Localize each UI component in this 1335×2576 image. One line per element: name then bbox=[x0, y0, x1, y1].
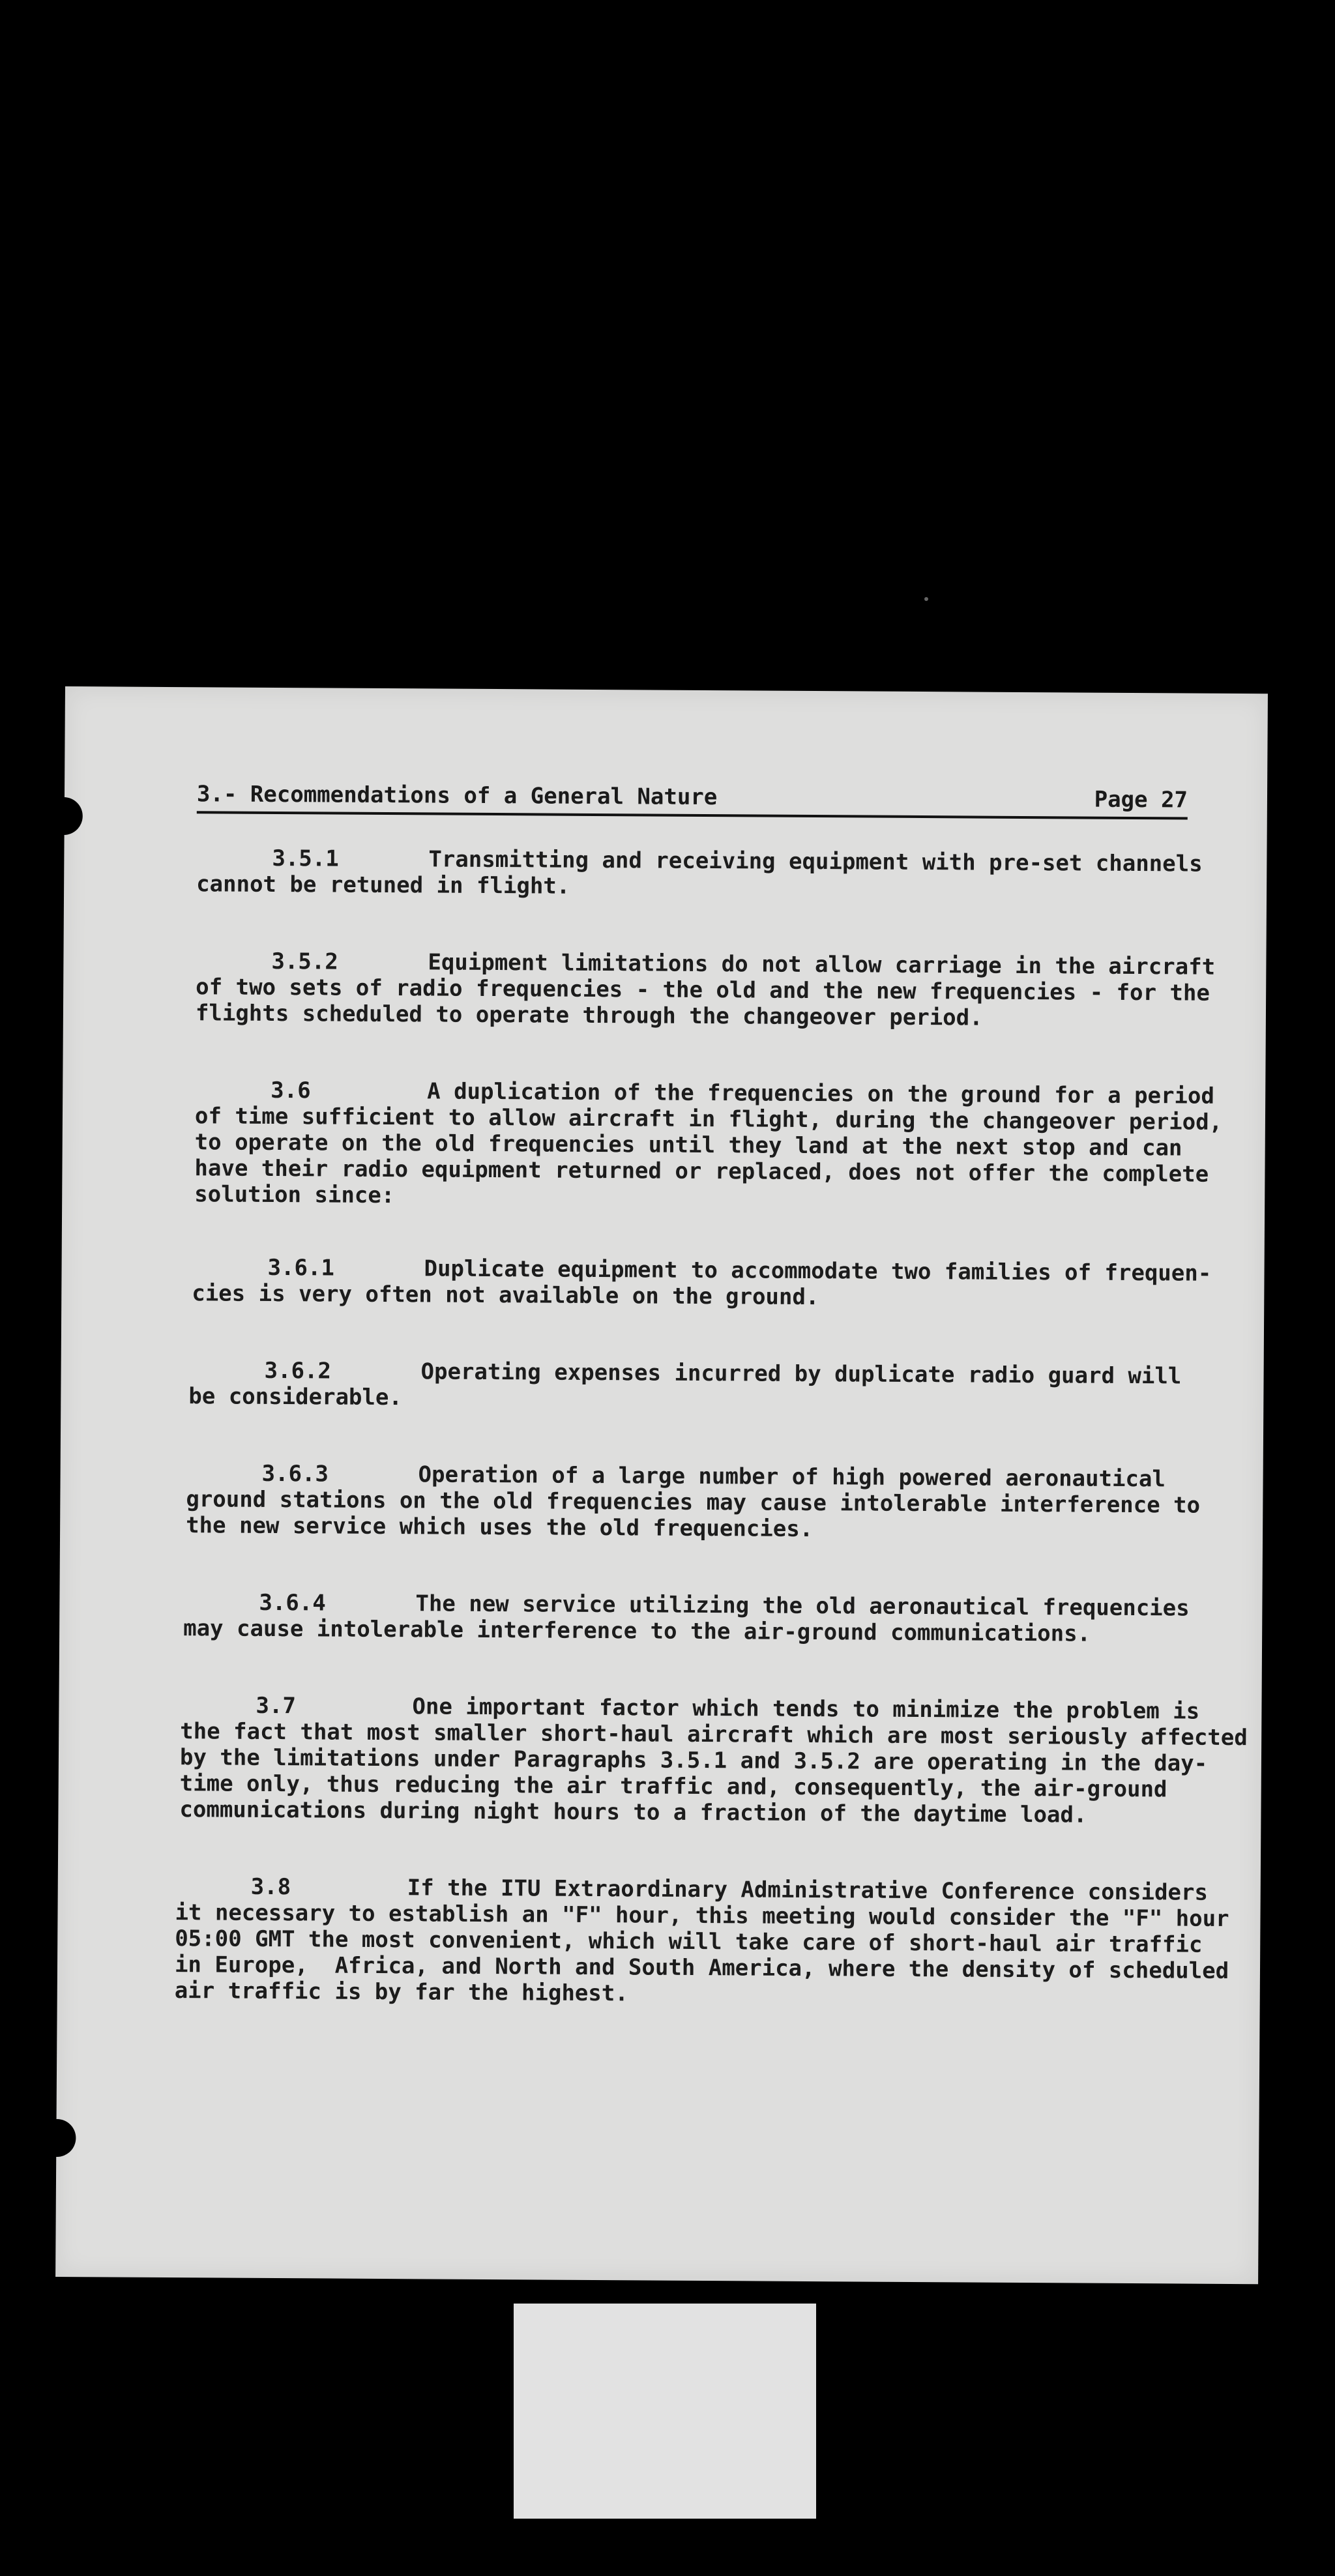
section-3-6-2 bbox=[188, 1357, 1218, 1416]
section-3-8 bbox=[174, 1873, 1229, 2010]
section-number: 3.8 bbox=[250, 1873, 291, 1901]
section-number: 3.7 bbox=[256, 1692, 296, 1720]
section-text-line: the new service which uses the old frequencies. bbox=[186, 1512, 814, 1543]
section-3-6-4 bbox=[183, 1589, 1213, 1648]
section-3-5-1 bbox=[196, 845, 1226, 903]
section-text-line: time only, thus reducing the air traffic and, consequently, the air-ground bbox=[179, 1770, 1167, 1803]
section-text-line: solution since: bbox=[194, 1181, 395, 1209]
section-3-6-1 bbox=[192, 1254, 1222, 1313]
section-text-line: it necessary to establish an "F" hour, this meeting would consider the "F" hour bbox=[175, 1899, 1229, 1932]
section-text-line: by the limitations under Paragraphs 3.5.1 and 3.5.2 are operating in the day- bbox=[179, 1744, 1208, 1777]
section-text-line: Equipment limitations do not allow carriage in the aircraft bbox=[428, 949, 1216, 980]
section-number: 3.6 bbox=[271, 1077, 311, 1104]
section-text-line: Duplicate equipment to accommodate two families of frequen- bbox=[424, 1255, 1212, 1287]
section-text-line: A duplication of the frequencies on the ground for a period bbox=[427, 1078, 1215, 1109]
page-number: Page 27 bbox=[1094, 786, 1188, 813]
section-3-5-2 bbox=[196, 948, 1226, 1032]
section-text-line: 05:00 GMT the most convenient, which will take care of short-haul air traffic bbox=[175, 1925, 1203, 1958]
section-text-line: to operate on the old frequencies until they land at the next stop and can bbox=[194, 1129, 1182, 1162]
document-sheet bbox=[55, 686, 1268, 2284]
section-text-line: communications during night hours to a fraction of the daytime load. bbox=[179, 1796, 1087, 1828]
section-text-line: have their radio equipment returned or replaced, does not offer the complete bbox=[194, 1155, 1209, 1188]
section-text-line: the fact that most smaller short-haul aircraft which are most seriously affected bbox=[180, 1718, 1248, 1751]
dust-speck bbox=[924, 597, 928, 601]
page-header bbox=[197, 776, 1188, 819]
section-text-line: be considerable. bbox=[188, 1383, 402, 1411]
section-text-line: cannot be retuned in flight. bbox=[196, 871, 570, 900]
header-title: 3.- Recommendations of a General Nature bbox=[196, 781, 718, 811]
section-text-line: of two sets of radio frequencies - the old and the new frequencies - for the bbox=[196, 974, 1210, 1006]
section-text-line: Transmitting and receiving equipment with pre-set channels bbox=[428, 846, 1203, 877]
section-number: 3.5.1 bbox=[272, 845, 339, 872]
section-number: 3.6.1 bbox=[267, 1254, 335, 1281]
punch-hole-bottom bbox=[38, 2119, 76, 2157]
section-text-line: ground stations on the old frequencies may cause intolerable interference to bbox=[186, 1486, 1201, 1519]
section-text-line: If the ITU Extraordinary Administrative Conference considers bbox=[407, 1875, 1209, 1906]
section-number: 3.6.2 bbox=[264, 1357, 332, 1384]
section-text-line: of time sufficient to allow aircraft in flight, during the changeover period, bbox=[194, 1103, 1223, 1135]
section-3-6-3 bbox=[186, 1460, 1216, 1545]
next-page-stub bbox=[514, 2304, 816, 2519]
section-number: 3.6.4 bbox=[259, 1589, 326, 1617]
section-text-line: flights scheduled to operate through the changeover period. bbox=[195, 1000, 983, 1031]
section-text-line: Operation of a large number of high powered aeronautical bbox=[418, 1461, 1166, 1493]
section-text-line: One important factor which tends to minimize the problem is bbox=[412, 1693, 1200, 1725]
section-3-7 bbox=[179, 1692, 1248, 1829]
section-text-line: may cause intolerable interference to the air-ground communications. bbox=[183, 1615, 1091, 1647]
section-3-6 bbox=[194, 1077, 1225, 1214]
section-text-line: in Europe, Africa, and North and South America, where the density of scheduled bbox=[174, 1952, 1229, 1984]
section-text-line: air traffic is by far the highest. bbox=[174, 1978, 628, 2007]
section-text-line: The new service utilizing the old aeronautical frequencies bbox=[415, 1590, 1190, 1622]
section-number: 3.6.3 bbox=[261, 1460, 329, 1487]
section-text-line: cies is very often not available on the ground. bbox=[192, 1280, 819, 1311]
section-number: 3.5.2 bbox=[271, 948, 338, 975]
punch-hole-top bbox=[45, 797, 83, 835]
section-text-line: Operating expenses incurred by duplicate radio guard will bbox=[420, 1358, 1182, 1390]
